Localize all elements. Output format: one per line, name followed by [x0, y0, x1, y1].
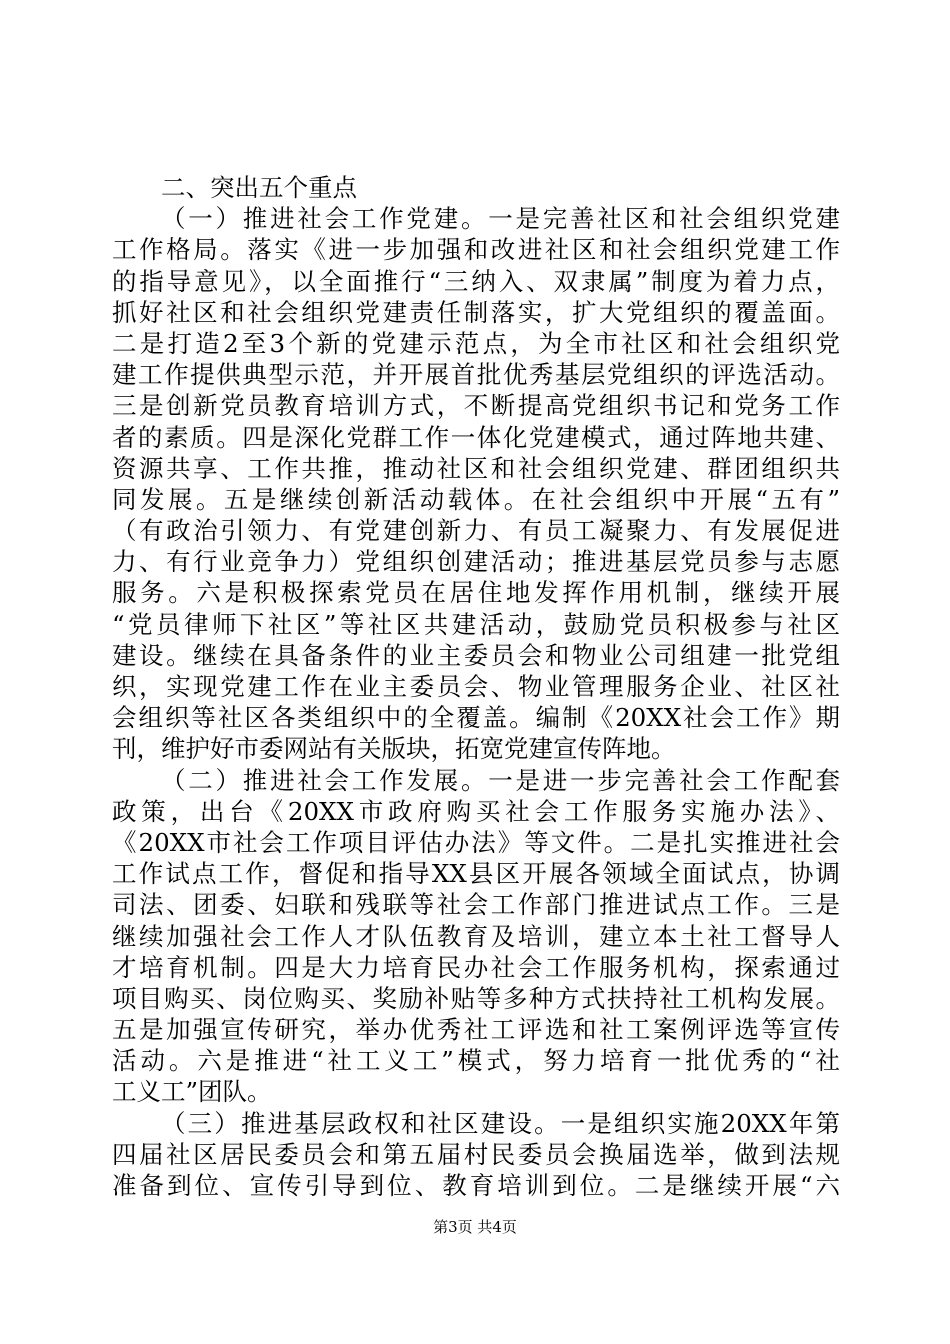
text-line: （有政治引领力、有党建创新力、有员工凝聚力、有发展促进 — [112, 516, 840, 546]
text-line: 刊，维护好市委网站有关版块，拓宽党建宣传阵地。 — [112, 734, 676, 764]
text-line: 工义工”团队。 — [112, 1077, 272, 1107]
text-line: 资源共享、工作共推，推动社区和社会组织党建、群团组织共 — [112, 453, 840, 483]
text-line: （二）推进社会工作发展。一是进一步完善社会工作配套 — [161, 765, 840, 795]
text-line: 二是打造2至3个新的党建示范点，为全市社区和社会组织党 — [112, 328, 840, 358]
text-line: 项目购买、岗位购买、奖励补贴等多种方式扶持社工机构发展。 — [112, 983, 840, 1013]
text-line: 建设。继续在具备条件的业主委员会和物业公司组建一批党组 — [112, 640, 840, 670]
text-line: 准备到位、宣传引导到位、教育培训到位。二是继续开展“六 — [112, 1171, 840, 1200]
text-line: 继续加强社会工作人才队伍教育及培训，建立本土社工督导人 — [112, 921, 840, 951]
text-line: 建工作提供典型示范，并开展首批优秀基层党组织的评选活动。 — [112, 360, 840, 390]
text-line: 的指导意见》，以全面推行“三纳入、双隶属”制度为着力点， — [112, 266, 840, 296]
text-line: 三是创新党员教育培训方式，不断提高党组织书记和党务工作 — [112, 391, 840, 421]
text-line: 服务。六是积极探索党员在居住地发挥作用机制，继续开展 — [112, 578, 840, 608]
section-heading: 二、突出五个重点 — [161, 173, 357, 202]
text-line: 织，实现党建工作在业主委员会、物业管理服务企业、社区社 — [112, 672, 840, 701]
text-line: 力、有行业竞争力）党组织创建活动；推进基层党员参与志愿 — [112, 547, 840, 577]
text-line: （三）推进基层政权和社区建设。一是组织实施20XX年第 — [161, 1108, 840, 1138]
text-line: 政策，出台《20XX市政府购买社会工作服务实施办法》、 — [112, 796, 840, 826]
text-line: 四届社区居民委员会和第五届村民委员会换届选举，做到法规 — [112, 1139, 840, 1169]
text-line: “党员律师下社区”等社区共建活动，鼓励党员积极参与社区 — [112, 609, 840, 639]
page-footer: 第3页 共4页 — [433, 1218, 517, 1236]
text-line: 才培育机制。四是大力培育民办社会工作服务机构，探索通过 — [112, 952, 840, 982]
text-line: 会组织等社区各类组织中的全覆盖。编制《20XX社会工作》期 — [112, 703, 840, 733]
text-line: 者的素质。四是深化党群工作一体化党建模式，通过阵地共建、 — [112, 422, 840, 452]
text-line: 工作试点工作，督促和指导XX县区开展各领域全面试点，协调 — [112, 859, 840, 889]
text-line: 同发展。五是继续创新活动载体。在社会组织中开展“五有” — [112, 484, 840, 514]
text-line: 工作格局。落实《进一步加强和改进社区和社会组织党建工作 — [112, 235, 840, 265]
text-line: 活动。六是推进“社工义工”模式，努力培育一批优秀的“社 — [112, 1046, 840, 1076]
text-line: 司法、团委、妇联和残联等社会工作部门推进试点工作。三是 — [112, 890, 840, 920]
text-line: 抓好社区和社会组织党建责任制落实，扩大党组织的覆盖面。 — [112, 297, 840, 327]
text-line: 五是加强宣传研究，举办优秀社工评选和社工案例评选等宣传 — [112, 1015, 840, 1045]
text-line: （一）推进社会工作党建。一是完善社区和社会组织党建 — [161, 204, 840, 234]
text-line: 《20XX市社会工作项目评估办法》等文件。二是扎实推进社会 — [112, 827, 840, 857]
document-body — [112, 172, 840, 1201]
